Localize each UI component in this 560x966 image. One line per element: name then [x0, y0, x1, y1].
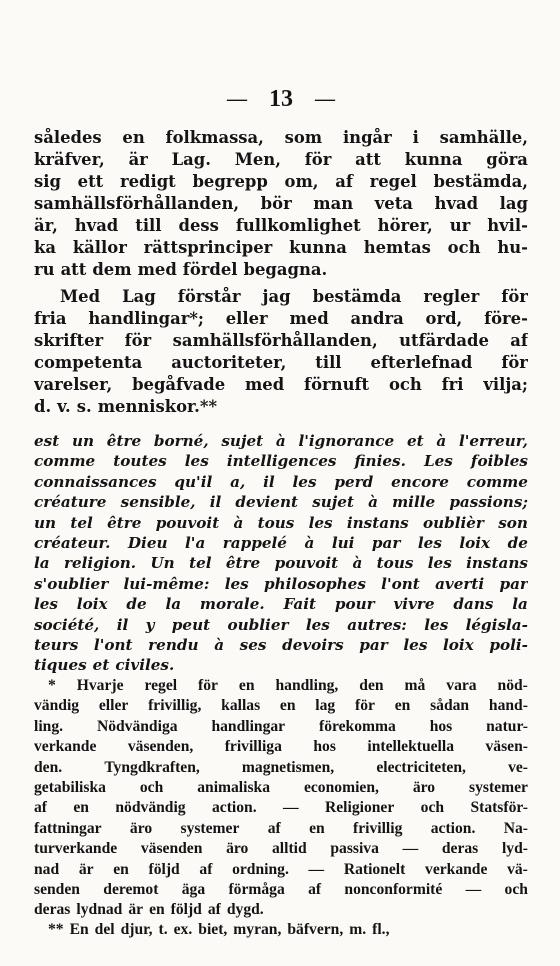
quote-line: est un être borné, sujet à l'ignorance et à l'erreur,: [34, 432, 528, 450]
footnote-1-line: getabiliska och animaliska economien, äro systemer: [34, 779, 528, 796]
quote-line: la religion. Un tel être pouvoit à tous les instans: [34, 554, 528, 573]
footnote-1-line: ling. Nödvändiga handlingar förekomma hos natur-: [34, 717, 528, 735]
page-number: 13: [269, 86, 293, 112]
running-header: [34, 86, 528, 113]
footnote-1-line: deras lydnad är en följd af dygd.: [34, 901, 264, 919]
footnote-1-line: senden deremot äga förmåga af nonconformité — och: [34, 881, 528, 898]
footnote-1-line: * Hvarje regel för en handling, den må vara nöd-: [48, 677, 528, 694]
quote-line: société, il y peut oublier les autres: les législa-: [34, 615, 528, 634]
quote-line: comme toutes les intelligences finies. Les foibles: [34, 452, 528, 471]
footnote-1-line: fattningar äro systemer af en frivillig action. Na-: [34, 819, 528, 837]
quote-line: teurs l'ont rendu à ses devoirs par les loix poli-: [34, 636, 528, 654]
quote-line: connaissances qu'il a, il les perd encore comme: [34, 472, 528, 491]
paragraph-2-line: d. v. s. menniskor.**: [34, 397, 218, 416]
paragraph-2-line: Med Lag förstår jag bestämda regler för: [60, 287, 528, 306]
quote-line: tiques et civiles.: [34, 656, 175, 675]
quote-line: créateur. Dieu l'a rappelé à lui par les loix de: [34, 534, 528, 552]
paragraph-1-line: kräfver, är Lag. Men, för att kunna göra: [34, 150, 528, 169]
footnote-1-line: nad är en följd af ordning. — Rationelt verkande vä-: [34, 860, 528, 878]
paragraph-1-line: således en folkmassa, som ingår i samhälle,: [34, 128, 528, 147]
header-dash-left: —: [227, 88, 247, 110]
quote-line: s'oublier lui-même: les philosophes l'ont averti par: [34, 574, 528, 593]
header-dash-right: —: [315, 88, 335, 110]
quote-line: un tel être pouvoit à tous les instans oublièr son: [34, 513, 528, 532]
footnote-1-line: vändig eller frivillig, kallas en lag för en sådan hand-: [34, 697, 528, 715]
quote-line: les loix de la morale. Fait pour vivre dans la: [34, 595, 528, 614]
footnote-1-line: den. Tyngdkraften, magnetismen, electriciteten, ve-: [34, 758, 528, 776]
paragraph-1-line: sig ett redigt begrepp om, af regel bestämda,: [34, 172, 528, 191]
paragraph-1-line: ka källor rättsprinciper kunna hemtas och hu-: [34, 238, 528, 257]
footnote-1-line: af en nödvändig action. — Religioner och Statsför-: [34, 799, 528, 817]
paragraph-2-line: competenta auctoriteter, till efterlefnad för: [34, 353, 528, 372]
footnote-1-line: turverkande väsenden äro alltid passiva — deras lyd-: [34, 840, 528, 858]
paragraph-1-line: ru att dem med fördel begagna.: [34, 260, 328, 279]
paragraph-1-line: samhällsförhållanden, bör man veta hvad lag: [34, 194, 528, 213]
paragraph-1-line: är, hvad till dess fullkomlighet hörer, ur hvil-: [34, 216, 528, 235]
paragraph-2-line: fria handlingar*; eller med andra ord, före-: [34, 309, 528, 328]
paragraph-2-line: skrifter för samhällsförhållanden, utfärdade af: [34, 331, 528, 350]
footnote-1-line: verkande väsenden, frivilliga hos intellektuella väsen-: [34, 738, 528, 756]
paragraph-2-line: varelser, begåfvade med förnuft och fri vilja;: [34, 375, 528, 394]
quote-line: créature sensible, il devient sujet à mille passions;: [34, 493, 528, 512]
footnote-2-line: ** En del djur, t. ex. biet, myran, bäfvern, m. fl.,: [48, 921, 390, 938]
